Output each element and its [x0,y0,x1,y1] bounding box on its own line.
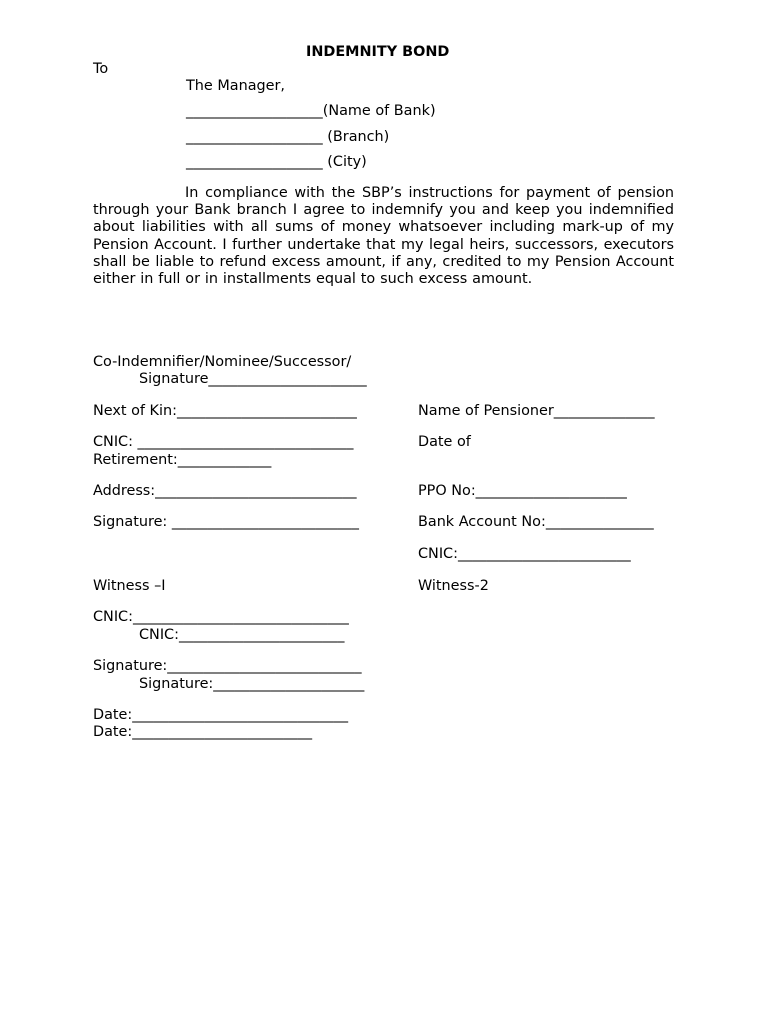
document-title: INDEMNITY BOND [306,44,450,60]
pensioner-cnic-field: CNIC:________________________ [418,546,631,562]
undertaking-paragraph [93,185,674,288]
witness-1-cnic-field: CNIC:______________________________ [93,609,349,625]
address-field: Address:____________________________ [93,483,357,499]
next-of-kin-field: Next of Kin:_________________________ [93,403,357,419]
co-indemnifier-signature-field: Signature______________________ [139,371,367,387]
co-indemnifier-label: Co-Indemnifier/Nominee/Successor/ [93,354,352,370]
date-of-label: Date of [418,434,471,450]
cnic-field-1: CNIC: ______________________________ [93,434,354,450]
bank-name-field: ___________________(Name of Bank) [186,103,436,119]
name-of-pensioner-field: Name of Pensioner______________ [418,403,655,419]
branch-field: ___________________ (Branch) [186,129,390,145]
paragraph-text: In compliance with the SBP’s instructions for payment of pension through your Bank branch I agree to indemnify you and keep you indemnified about liabilities with all sums of money whatsoever including mark-up of my Pension Account. I further undertake that my legal heirs, successors, executors shall be liable to refund excess amount, if any, credited to my Pension Account either in full or in installments equal to such excess amount. [93,185,674,288]
witness-2-label: Witness-2 [418,578,489,594]
ppo-no-field: PPO No:_____________________ [418,483,627,499]
witness-1-label: Witness –I [93,578,166,594]
signature-field-2: Signature: __________________________ [93,514,359,530]
witness-2-date-field: Date:_________________________ [93,724,313,740]
to-label: To [93,61,109,77]
city-field: ___________________ (City) [186,154,367,170]
witness-2-cnic-field: CNIC:_______________________ [139,627,345,643]
retirement-field: Retirement:_____________ [93,452,272,468]
bank-account-no-field: Bank Account No:_______________ [418,514,654,530]
witness-1-date-field: Date:______________________________ [93,707,349,723]
witness-1-signature-field: Signature:___________________________ [93,658,362,674]
addressee-manager: The Manager, [186,78,285,94]
witness-2-signature-field: Signature:_____________________ [139,676,365,692]
